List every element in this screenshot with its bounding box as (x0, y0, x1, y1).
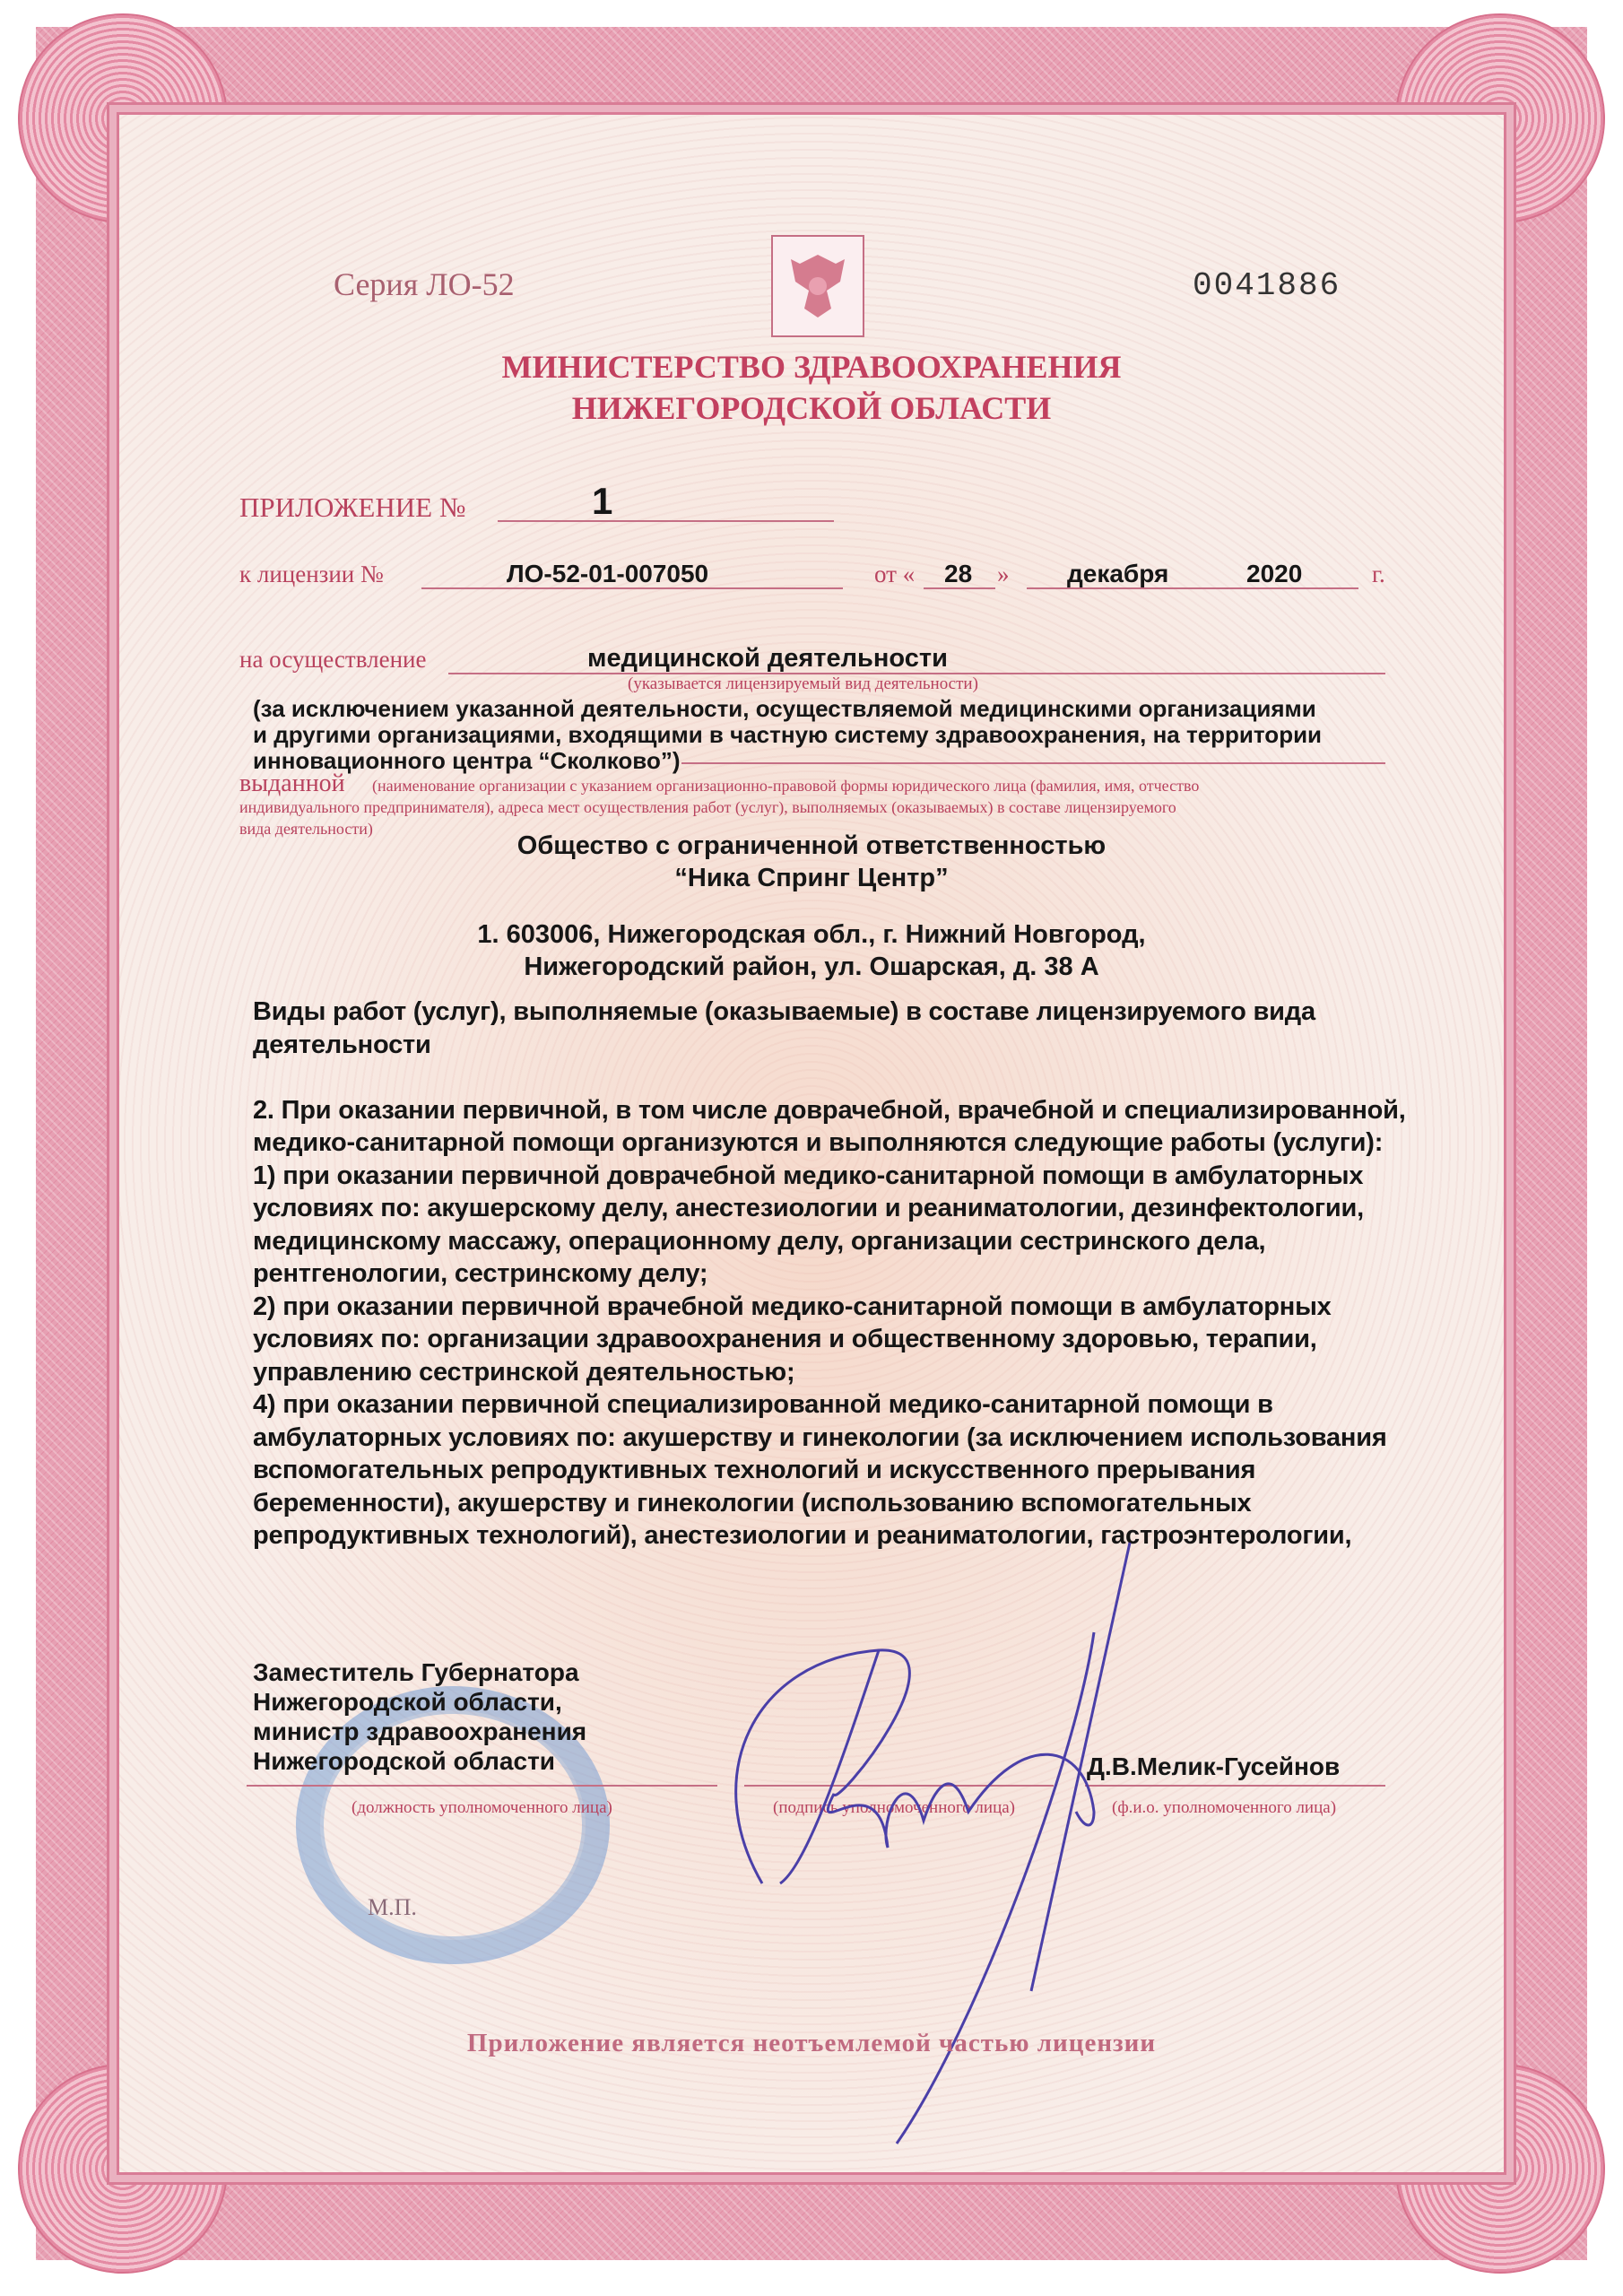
stamp-place-label: М.П. (368, 1894, 417, 1920)
address-line: 1. 603006, Нижегородская обл., г. Нижний Новгород, (477, 920, 1146, 949)
exclusion-line: (за исключением указанной деятельности, осуществляемой медицинскими организациями (253, 695, 1316, 722)
position-line: Нижегородской области, (253, 1688, 562, 1716)
services-line: управлению сестринской деятельностью; (253, 1357, 795, 1387)
services-line: медицинскому массажу, операционному делу, организации сестринского дела, (253, 1226, 1266, 1256)
services-line: медико-санитарной помощи организуются и выполняются следующие работы (услуги): (253, 1128, 1384, 1157)
services-line: рентгенологии, сестринскому делу; (253, 1259, 708, 1288)
series (334, 265, 515, 303)
close-quote: » (997, 561, 1010, 587)
license-day: 28 (944, 560, 973, 587)
services-line: Виды работ (услуг), выполняемые (оказываемые) в составе лицензируемого вида (253, 997, 1315, 1026)
ministry-line: НИЖЕГОРОДСКОЙ ОБЛАСТИ (571, 390, 1052, 426)
services-line: репродуктивных технологий), анестезиологии и реаниматологии, гастроэнтерологии, (253, 1521, 1352, 1550)
signatory-position (253, 1657, 586, 1776)
license-year: 2020 (1246, 560, 1303, 587)
services-line: 1) при оказании первичной доврачебной медико-санитарной помощи в амбулаторных (253, 1161, 1364, 1190)
handwritten-signature (699, 1525, 1166, 2170)
license-number: ЛО-52-01-007050 (507, 560, 709, 587)
year-suffix: г. (1372, 561, 1385, 587)
services-line: деятельности (253, 1030, 431, 1059)
position-line: Заместитель Губернатора (253, 1658, 579, 1686)
activity-caption: (указывается лицензируемый вид деятельности) (628, 674, 978, 693)
signature-caption: (подпись уполномоченного лица) (773, 1798, 1016, 1817)
footer-note: Приложение является неотъемлемой частью лицензии (466, 2029, 1157, 2057)
issued-caption: вида деятельности) (239, 820, 373, 838)
issued-caption: (наименование организации с указанием организационно-правовой формы юридического лица (фамилия, имя, отчество (372, 777, 1200, 795)
ministry-title (0, 346, 1623, 429)
position-caption: (должность уполномоченного лица) (352, 1798, 612, 1817)
org-line: “Ника Спринг Центр” (674, 864, 949, 892)
russian-coat-of-arms-icon (771, 235, 864, 337)
position-line: министр здравоохранения (253, 1718, 587, 1745)
position-line: Нижегородской области (253, 1747, 555, 1775)
form-number: 0041886 (1193, 267, 1341, 304)
services-line: условиях по: организации здравоохранения и общественному здоровью, терапии, (253, 1325, 1317, 1353)
services-line: 4) при оказании первичной специализированной медико-санитарной помощи в (253, 1390, 1273, 1419)
services-line: условиях по: акушерскому делу, анестезиологии и реаниматологии, дезинфектологии, (253, 1194, 1365, 1222)
issued-label: выданной (239, 770, 345, 797)
services-line: амбулаторных условиях по: акушерству и гинекологии (за исключением использования (253, 1422, 1387, 1452)
services-line: беременности), акушерству и гинекологии (использованию вспомогательных (253, 1488, 1252, 1518)
organization-address (0, 918, 1623, 983)
signatory-name: Д.В.Мелик-Гусейнов (1087, 1752, 1341, 1780)
appendix-label: ПРИЛОЖЕНИЕ № (239, 491, 466, 523)
name-caption: (ф.и.о. уполномоченного лица) (1112, 1798, 1337, 1817)
license-month: декабря (1067, 560, 1169, 587)
address-line: Нижегородский район, ул. Ошарская, д. 38 А (524, 952, 1099, 981)
exclusion-line: и другими организациями, входящими в частную систему здравоохранения, на территории (253, 721, 1323, 748)
issued-caption: индивидуального предпринимателя), адреса мест осуществления работ (услуг), выполняемых (оказываемых) в составе лицензируемого (239, 798, 1176, 816)
services-line: 2. При оказании первичной, в том числе доврачебной, врачебной и специализированной, (253, 1095, 1406, 1125)
ministry-line: МИНИСТЕРСТВО ЗДРАВООХРАНЕНИЯ (501, 349, 1122, 385)
organization-name (0, 830, 1623, 894)
series-label: Серия (334, 266, 419, 302)
activity-label: на осуществление (239, 646, 427, 673)
services-line: вспомогательных репродуктивных технологий и искусственного прерывания (253, 1456, 1256, 1484)
org-line: Общество с ограниченной ответственностью (516, 831, 1107, 860)
services-line: 2) при оказании первичной врачебной медико-санитарной помощи в амбулаторных (253, 1292, 1332, 1321)
series-value: ЛО-52 (426, 266, 515, 302)
license-label: к лицензии № (239, 561, 384, 587)
activity-value: медицинской деятельности (587, 644, 948, 673)
exclusion-line: инновационного центра “Сколково”) (253, 747, 681, 774)
appendix-number: 1 (592, 480, 613, 522)
date-from-label: от « (874, 561, 916, 587)
